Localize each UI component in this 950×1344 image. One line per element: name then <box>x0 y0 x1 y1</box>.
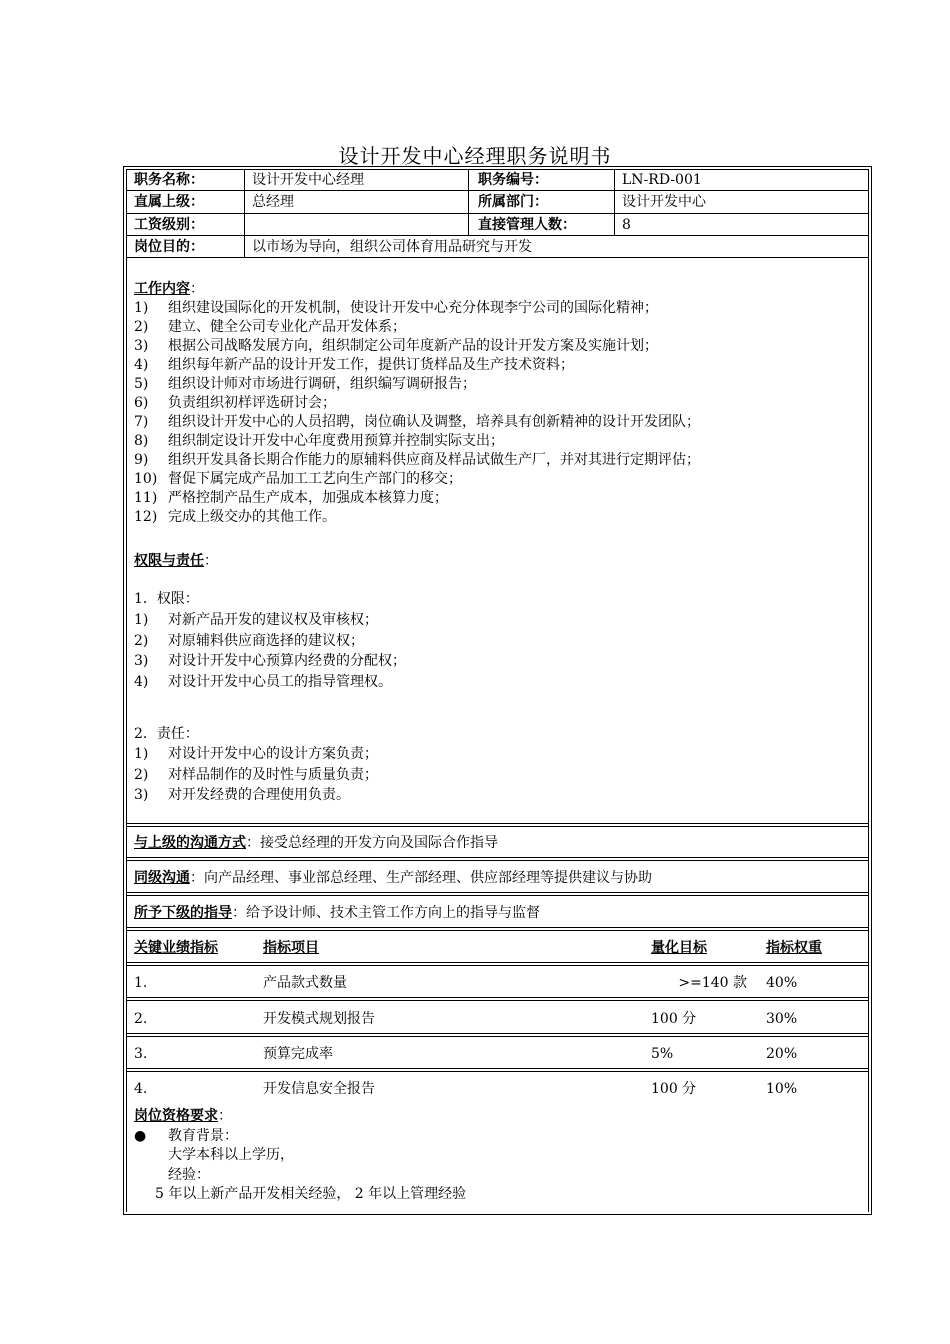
list-item <box>134 652 406 670</box>
kpi-header-weight: 指标权重 <box>766 940 822 956</box>
superior-value: 总经理 <box>252 194 294 210</box>
table-right-border <box>868 169 869 1212</box>
kpi-header-target: 量化目标 <box>651 940 707 956</box>
kpi-row-4-item: 开发信息安全报告 <box>263 1081 375 1097</box>
col-divider <box>614 169 615 235</box>
lower-guidance: 所予下级的指导：给予设计师、技术主管工作方向上的指导与监督 <box>134 905 540 921</box>
table-left-border <box>126 169 127 1212</box>
list-item-number: 2) <box>134 319 149 335</box>
list-item-text: 对原辅料供应商选择的建议权； <box>168 632 364 649</box>
list-item-number: 10) <box>134 471 158 487</box>
list-item-text: 督促下属完成产品加工工艺向生产部门的移交； <box>168 471 462 487</box>
list-item <box>134 413 700 431</box>
job-code-label: 职务编号： <box>478 172 548 188</box>
purpose-value: 以市场为导向，组织公司体育用品研究与开发 <box>252 239 532 255</box>
list-item-number: 2) <box>134 632 149 649</box>
list-item-text: 组织建设国际化的开发机制，使设计开发中心充分体现李宁公司的国际化精神； <box>168 300 658 316</box>
department-value: 设计开发中心 <box>622 194 706 210</box>
list-item <box>134 451 700 469</box>
managed-count-value: 8 <box>622 217 631 233</box>
list-item <box>134 318 406 336</box>
list-item <box>134 673 392 691</box>
list-item-text: 对开发经费的合理使用负责。 <box>168 787 350 803</box>
authority-heading: 权限与责任： <box>134 553 218 569</box>
kpi-divider <box>126 962 869 966</box>
list-item <box>134 632 364 650</box>
list-item <box>134 489 448 507</box>
job-name-value: 设计开发中心经理 <box>252 172 364 188</box>
list-item-text: 对设计开发中心预算内经费的分配权； <box>168 653 406 669</box>
kpi-row-1-no: 1. <box>134 975 148 991</box>
list-item-text: 组织每年新产品的设计开发工作，提供订货样品及生产技术资料； <box>168 357 574 373</box>
list-item-number: 3) <box>134 653 149 669</box>
col-divider <box>244 169 245 257</box>
kpi-row-3-target: 5% <box>651 1046 674 1062</box>
job-code-value: LN-RD-001 <box>622 172 702 188</box>
list-item <box>134 745 378 763</box>
section-divider <box>126 857 869 861</box>
list-item-number: 1) <box>134 746 149 762</box>
row-divider <box>126 190 869 191</box>
upper-communication: 与上级的沟通方式：接受总经理的开发方向及国际合作指导 <box>134 835 498 851</box>
list-item-number: 1) <box>134 612 149 628</box>
purpose-label: 岗位目的： <box>134 239 204 255</box>
list-item-number: 7) <box>134 414 149 430</box>
list-item-number: 3) <box>134 338 149 354</box>
kpi-divider <box>126 1033 869 1037</box>
col-divider <box>468 169 469 235</box>
list-item-text: 完成上级交办的其他工作。 <box>168 509 336 525</box>
list-item-text: 对样品制作的及时性与质量负责； <box>168 766 378 783</box>
list-item-text: 对新产品开发的建议权及审核权； <box>168 612 378 628</box>
list-item-text: 组织设计师对市场进行调研，组织编写调研报告； <box>168 376 476 392</box>
list-item <box>134 470 462 488</box>
list-item-text: 建立、健全公司专业化产品开发体系； <box>168 319 406 335</box>
kpi-row-2-weight: 30% <box>766 1011 798 1027</box>
list-item-text: 对设计开发中心的设计方案负责； <box>168 746 378 762</box>
list-item <box>134 375 476 393</box>
section-divider <box>126 823 869 827</box>
list-item-text: 对设计开发中心员工的指导管理权。 <box>168 673 392 690</box>
list-item-number: 4) <box>134 357 149 373</box>
kpi-divider <box>126 1068 869 1072</box>
rights-title: 1．权限： <box>134 591 199 607</box>
superior-label: 直属上级： <box>134 194 204 210</box>
list-item-number: 3) <box>134 787 149 803</box>
kpi-row-2-item: 开发模式规划报告 <box>263 1011 375 1027</box>
education-value: 大学本科以上学历， <box>168 1147 294 1163</box>
kpi-divider <box>126 997 869 1001</box>
kpi-header-indicator: 关键业绩指标 <box>134 940 218 956</box>
kpi-row-4-no: 4. <box>134 1081 148 1097</box>
duty-title: 2．责任： <box>134 726 199 742</box>
list-item-text: 组织设计开发中心的人员招聘，岗位确认及调整，培养具有创新精神的设计开发团队； <box>168 414 700 430</box>
list-item-text: 组织制定设计开发中心年度费用预算并控制实际支出； <box>168 433 504 449</box>
list-item <box>134 356 574 374</box>
list-item-number: 12) <box>134 509 158 525</box>
table-top-border <box>126 169 869 170</box>
list-item-number: 4) <box>134 673 149 690</box>
list-item <box>134 508 336 526</box>
department-label: 所属部门： <box>478 194 548 210</box>
list-item <box>134 432 504 450</box>
kpi-row-3-item: 预算完成率 <box>263 1046 333 1062</box>
list-item-number: 1) <box>134 300 149 316</box>
kpi-header-item: 指标项目 <box>263 940 319 956</box>
kpi-row-3-weight: 20% <box>766 1046 798 1062</box>
row-divider <box>126 257 869 258</box>
page-title: 设计开发中心经理职务说明书 <box>338 144 612 168</box>
managed-count-label: 直接管理人数： <box>478 217 576 233</box>
work-heading: 工作内容： <box>134 281 204 297</box>
salary-label: 工资级别： <box>134 217 204 233</box>
row-divider <box>126 213 869 214</box>
list-item <box>134 766 378 784</box>
list-item <box>134 299 658 317</box>
row-divider <box>126 235 869 236</box>
kpi-row-1-weight: 40% <box>766 975 798 991</box>
kpi-row-1-target: >=140 款 <box>678 975 747 991</box>
kpi-row-2-target: 100 分 <box>651 1011 697 1027</box>
list-item-number: 8) <box>134 433 149 449</box>
education-label: 教育背景： <box>168 1128 238 1144</box>
kpi-row-2-no: 2. <box>134 1011 148 1027</box>
section-divider <box>126 927 869 931</box>
kpi-row-4-weight: 10% <box>766 1081 798 1097</box>
list-item <box>134 394 336 412</box>
list-item <box>134 786 350 804</box>
kpi-row-4-target: 100 分 <box>651 1081 697 1097</box>
job-name-label: 职务名称： <box>134 172 204 188</box>
kpi-row-1-item: 产品款式数量 <box>263 975 347 991</box>
list-item-number: 5) <box>134 376 149 392</box>
list-item-text: 组织开发具备长期合作能力的原辅料供应商及样品试做生产厂，并对其进行定期评估； <box>168 452 700 468</box>
list-item-text: 严格控制产品生产成本，加强成本核算力度； <box>168 490 448 506</box>
list-item <box>134 337 658 355</box>
experience-label: 经验： <box>168 1167 210 1183</box>
education-bullet: ● <box>134 1128 147 1144</box>
experience-value: 5 年以上新产品开发相关经验， 2 年以上管理经验 <box>155 1186 467 1202</box>
list-item-number: 2) <box>134 766 149 783</box>
list-item-number: 11) <box>134 490 158 506</box>
peer-communication: 同级沟通：向产品经理、事业部总经理、生产部经理、供应部经理等提供建议与协助 <box>134 870 652 886</box>
section-divider <box>126 892 869 896</box>
list-item-text: 根据公司战略发展方向，组织制定公司年度新产品的设计开发方案及实施计划； <box>168 338 658 354</box>
list-item-number: 9) <box>134 452 149 468</box>
list-item-number: 6) <box>134 395 149 411</box>
kpi-row-3-no: 3. <box>134 1046 148 1062</box>
list-item-text: 负责组织初样评选研讨会； <box>168 395 336 411</box>
list-item <box>134 611 378 629</box>
qualification-heading: 岗位资格要求： <box>134 1108 232 1124</box>
